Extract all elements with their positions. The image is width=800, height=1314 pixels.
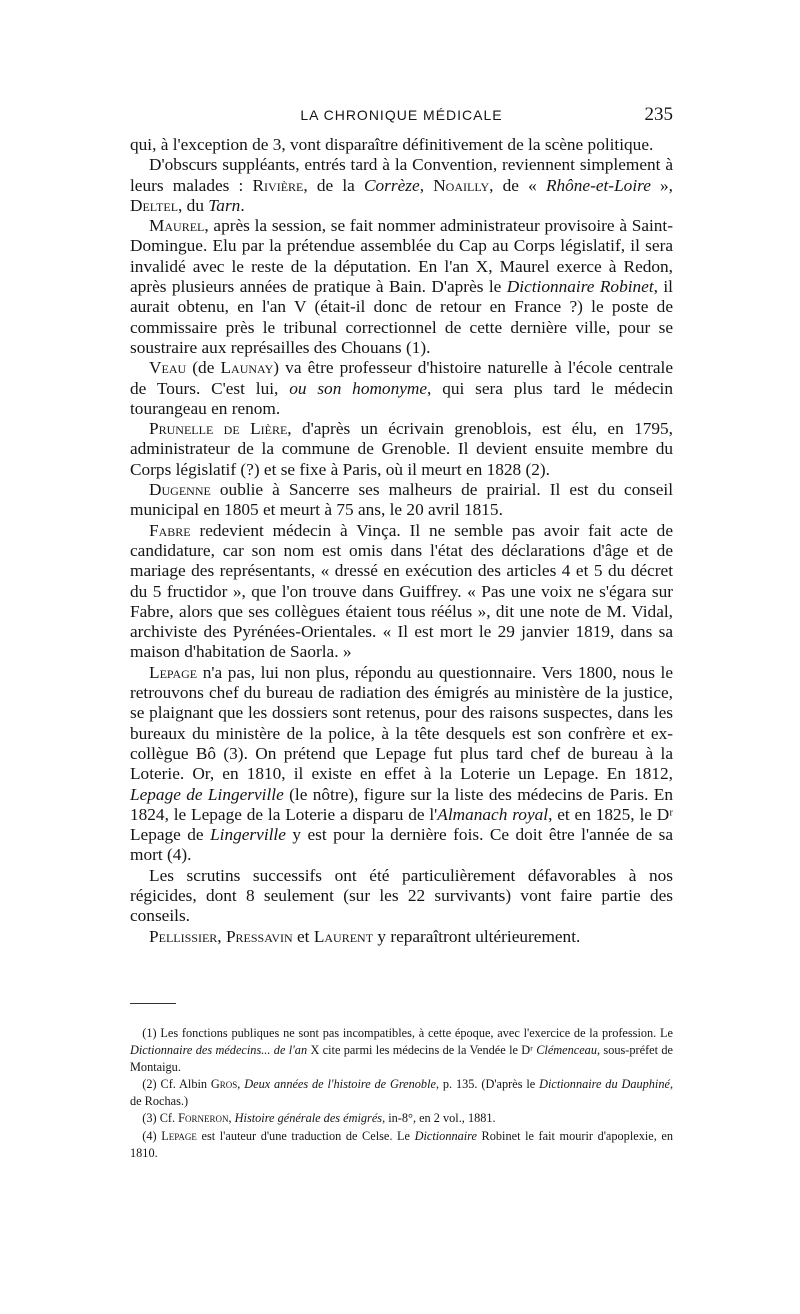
text-run: (4) [142, 1128, 162, 1143]
text-run: (2) Cf. Albin [142, 1077, 211, 1092]
paragraph-2 [130, 155, 673, 216]
title-almanach-royal: Almanach royal [437, 804, 549, 824]
name-lepage-footnote: Lepage [161, 1128, 197, 1143]
place-rhone-et-loire: Rhône-et-Loire [545, 175, 651, 195]
name-fabre: Fabre [149, 520, 191, 540]
name-veau: Veau [149, 358, 187, 378]
name-launay: Launay [220, 358, 274, 378]
paragraph-5 [130, 419, 673, 480]
title-dictionnaire-des-medecins: Dictionnaire des médecins... de l'an [130, 1043, 308, 1058]
name-maurel: Maurel [149, 216, 205, 236]
footnote-divider [130, 1003, 176, 1004]
title-histoire-des-emigres: Histoire générale des émigrés [234, 1111, 383, 1126]
text-run: , in-8°, en 2 vol., 1881. [382, 1111, 496, 1126]
text-run: , [228, 1111, 235, 1126]
text-run: redevient médecin à Vinça. Il ne semble pas avoir fait acte de candidature, car son nom est omis dans l'état des déclarations d'âge et de mariage des représentants, « dressé en exécution des articles 4 et 5 du décret du 5 fructidor », que l'on trouve dans Guiffrey. « Pas une voix ne s'égara sur Fabre, alors que ses collègues étaient tous réélus », dit une note de M. Vidal, archiviste des Pyrénées-Orientales. « Il est mort le 29 janvier 1819, dans sa maison d'habitation de Saorla. » [130, 520, 673, 662]
paragraph-9-text: Les scrutins successifs ont été particulièrement défavorables à nos régicides, dont 8 seulement (sur les 22 survivants) vont faire partie des conseils. [130, 865, 673, 926]
title-deux-annees: Deux années de l'histoire de Grenoble [244, 1077, 436, 1092]
paragraph-6 [130, 480, 673, 521]
text-run: , d'après un écrivain grenoblois, est élu, en 1795, administrateur de la commune de Grenoble. Il devient ensuite membre du Corps législatif (?) et se fixe à Paris, où il meurt en 1828 (2). [130, 419, 673, 479]
name-pellissier: Pellissier [149, 926, 218, 946]
page-number: 235 [644, 104, 673, 125]
text-run: , après la session, se fait nommer administrateur provisoire à Saint-Domingue. Elu par la prétendue assemblée du Cap au Corps législatif, il sera invalidé avec le reste de la députation. En l'an X, Maurel exerce à Redon, après plusieurs années de pratique à Bain. D'après le [130, 216, 673, 297]
text-run: , [217, 926, 226, 946]
place-correze: Corrèze [364, 175, 420, 195]
text-run: D'obscurs suppléants, entrés tard à la Convention, reviennent simplement à leurs malades : [130, 155, 673, 195]
footnote-4 [130, 1128, 673, 1162]
text-run: , qui sera plus tard le médecin tourangeau en renom. [130, 378, 673, 418]
name-noailly: Noailly [433, 175, 490, 195]
name-deltel: Deltel [130, 195, 179, 215]
name-lepage: Lepage [149, 662, 198, 682]
running-title: LA CHRONIQUE MÉDICALE [300, 107, 503, 123]
text-run: , [419, 175, 434, 195]
paragraph-3 [130, 216, 673, 358]
name-clemenceau: Clémenceau [536, 1043, 597, 1058]
text-run: y est pour la dernière fois. Ce doit être l'année de sa mort (4). [130, 825, 673, 865]
paragraph-1 [130, 135, 673, 155]
title-dictionnaire: Dictionnaire [414, 1128, 477, 1143]
text-run: (de [186, 358, 221, 378]
name-laurent: Laurent [313, 926, 374, 946]
title-dictionnaire-robinet: Dictionnaire Robinet [506, 277, 654, 297]
page-header [130, 104, 673, 133]
paragraph-4 [130, 358, 673, 419]
text-run: y reparaîtront ultérieurement. [373, 926, 581, 946]
footnotes [130, 1025, 673, 1162]
text-run: et [292, 926, 314, 946]
place-tarn: Tarn [208, 195, 241, 215]
text-run: (le nôtre), figure sur la liste des médecins de Paris. En 1824, le Lepage de la Loterie a disparu de l' [130, 784, 673, 824]
paragraph-8 [130, 663, 673, 866]
text-run: est l'auteur d'une traduction de Celse. Le [196, 1128, 415, 1143]
text-run: , de Rochas.) [130, 1077, 674, 1109]
footnote-1 [130, 1025, 673, 1076]
text-run: », [650, 175, 674, 195]
paragraph-10 [130, 927, 673, 947]
name-pressavin: Pressavin [225, 926, 293, 946]
text-run: ) va être professeur d'histoire naturelle à l'école centrale de Tours. C'est lui, [130, 358, 673, 398]
name-dugenne: Dugenne [149, 480, 211, 500]
paragraph-9 [130, 866, 673, 927]
name-forneron: Forneron [178, 1111, 229, 1126]
text-run: , de « [489, 175, 546, 195]
title-dictionnaire-du-dauphine: Dictionnaire du Dauphiné [539, 1077, 670, 1092]
paragraph-1-text: qui, à l'exception de 3, vont disparaître définitivement de la scène politique. [130, 135, 654, 154]
text-run: (3) Cf. [142, 1111, 179, 1126]
body-text [130, 135, 673, 947]
name-gros: Gros [210, 1077, 238, 1092]
text-run: Robinet le fait mourir d'apoplexie, en 1810. [130, 1128, 673, 1160]
name-lepage-de-lingerville: Lepage de Lingerville [130, 784, 284, 804]
text-run: , du [178, 195, 209, 215]
text-run: oublie à Sancerre ses malheurs de prairial. Il est du conseil municipal en 1805 et meurt à 75 ans, le 20 avril 1815. [130, 480, 673, 520]
name-riviere: Rivière [252, 175, 304, 195]
text-run: , il aurait obtenu, en l'an V (était-il donc de retour en France ?) le poste de commissaire près le tribunal correctionnel de cette dernière ville, pour se soustraire aux représailles des Chouans (1). [130, 277, 673, 357]
text-run: . [240, 195, 245, 215]
text-run: , [237, 1077, 245, 1092]
text-run: , sous-préfet de Montaigu. [130, 1043, 673, 1075]
text-run: , de la [303, 175, 365, 195]
phrase-homonyme: ou son homonyme [289, 378, 428, 398]
footnote-3 [130, 1110, 673, 1127]
place-lingerville: Lingerville [210, 825, 286, 845]
text-run: , p. 135. (D'après le [435, 1077, 540, 1092]
paragraph-7 [130, 521, 673, 663]
footnote-2 [130, 1076, 673, 1110]
name-prunelle: Prunelle de Lière [149, 419, 288, 439]
text-run: n'a pas, lui non plus, répondu au questionnaire. Vers 1800, nous le retrouvons chef du bureau de radiation des émigrés au ministère de la justice, se plaignant que les dossiers sont retenus, pour des raisons suspectes, dans les bureaux du ministère de la police, à la tête desquels est son confrère et ex-collègue Bô (3). On prétend que Lepage fut plus tard chef de bureau à la Loterie. Or, en 1810, il existe en effet à la Loterie un Lepage. En 1812, [130, 662, 673, 784]
text-run: , et en 1825, le Dʳ Lepage de [130, 804, 673, 845]
text-run: (1) Les fonctions publiques ne sont pas incompatibles, à cette époque, avec l'exercice de la profession. Le [142, 1026, 673, 1040]
text-run: X cite parmi les médecins de la Vendée le Dʳ [307, 1043, 537, 1058]
